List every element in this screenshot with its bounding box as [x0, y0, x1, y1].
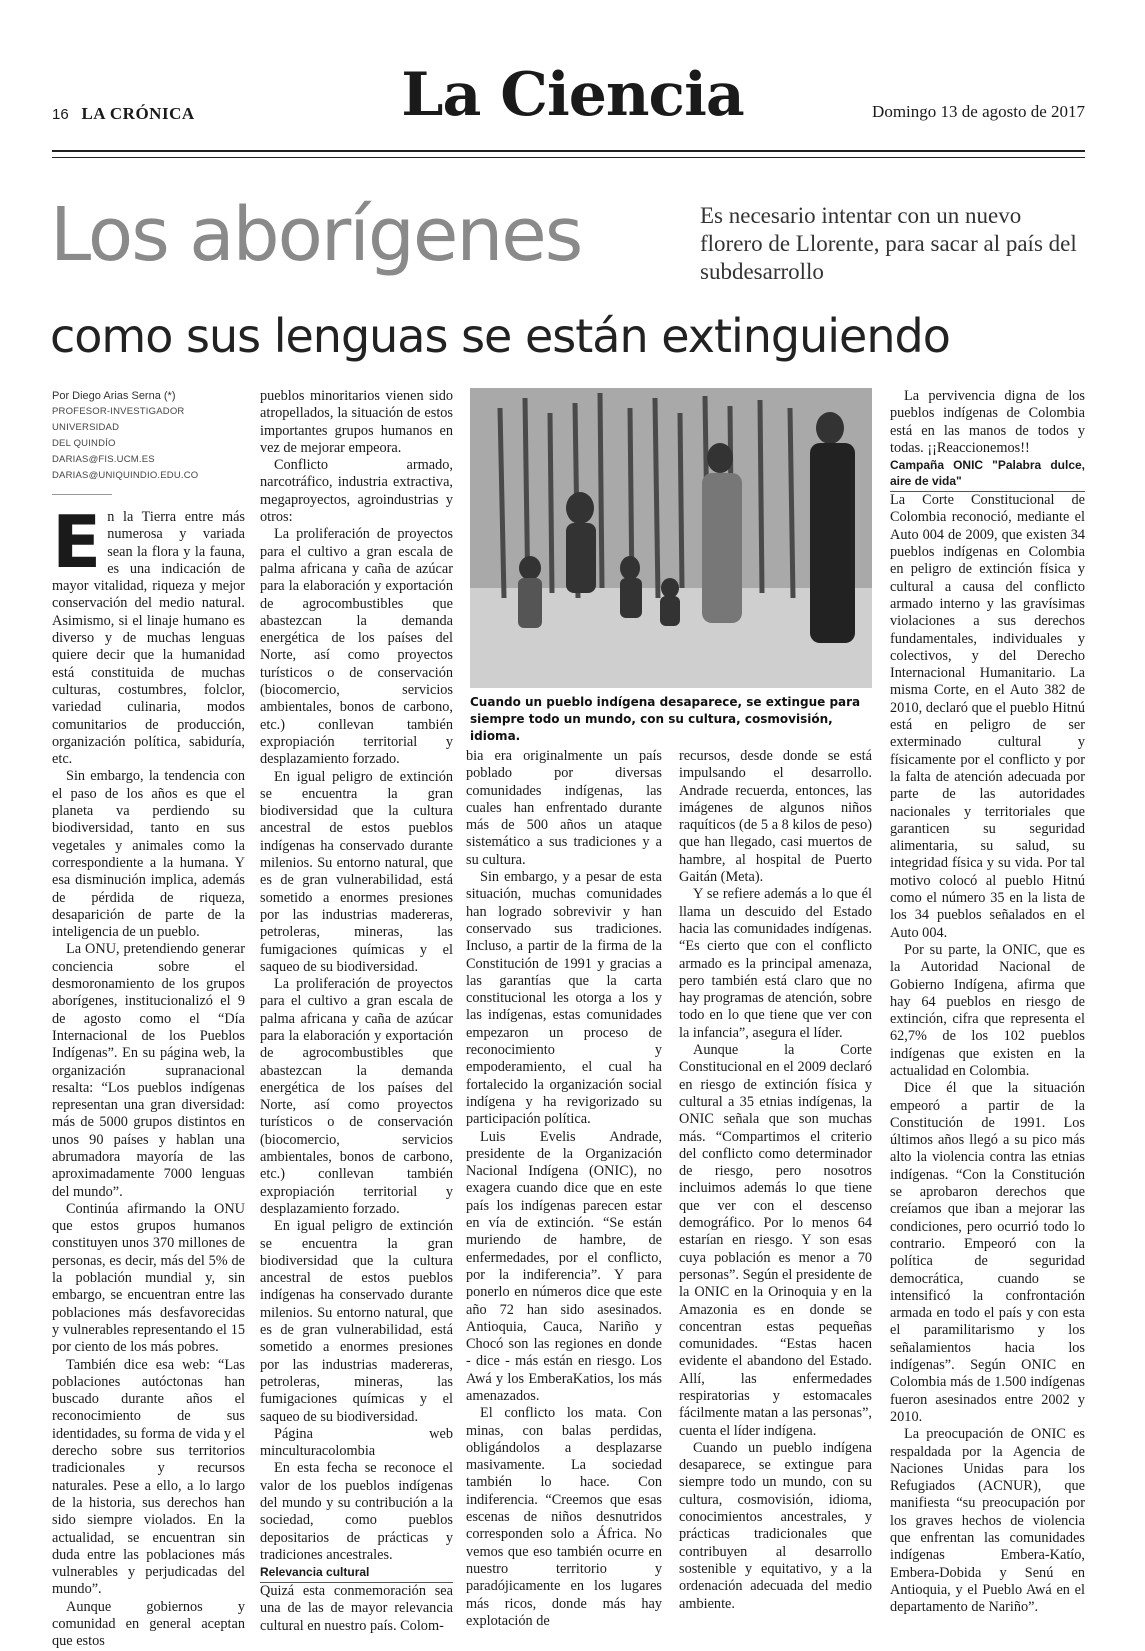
paragraph: Luis Evelis Andrade, presidente de la Organización Nacional Indígena (ONIC), no exagera cuando dice que en este país los indígenas parecen estar en vía de extinción. “Se están muriendo de hambre, de enfermedades, por el conflicto, por la indiferencia”. Y para ponerlo en números dice que este año 72 han sido asesinados. Antioquia, Cauca, Nariño y Chocó son las regiones en donde - dice - más están en riesgo. Los Awá y los EmberaKatios, los más amenazados.: [466, 1128, 662, 1404]
headline-line-2: como sus lenguas se están extinguiendo: [50, 309, 950, 363]
headline-line-1: Los aborígenes: [50, 192, 582, 278]
headline-deck: Es necesario intentar con un nuevo florero de Llorente, para sacar al país del subdesarrollo: [700, 203, 1077, 284]
byline-credit-2: DEL QUINDÍO: [52, 438, 116, 449]
subhead-relevancia: Relevancia cultural: [260, 1564, 453, 1583]
paragraph: bia era originalmente un país poblado por diversas comunidades indígenas, las cuales han enfrentado durante más de 500 años un ataque sistemático a sus tradiciones y a su cultura.: [466, 748, 662, 868]
paragraph: recursos, desde donde se está impulsando el desarrollo. Andrade recuerda, entonces, las imágenes de algunos niños raquíticos (de 5 a 8 kilos de peso) que han llegado, casi muertos de hambre, al hospital de Puerto Gaitán (Meta).: [679, 748, 872, 886]
paragraph: La proliferación de proyectos para el cultivo a gran escala de palma africana y caña de azúcar para la elaboración y exportación de agrocombustibles que abastezcan la demanda energética de los países del Norte, así como proyectos turísticos o de conservación (biocomercio, servicios ambientales, bonos de carbono, etc.) conllevan también expropiación territorial y desplazamiento forzado.: [260, 526, 453, 768]
article-column-3: [466, 748, 662, 1629]
paragraph: Continúa afirmando la ONU que estos grupos humanos constituyen unos 370 millones de personas, es decir, más del 5% de la población mundial y, sin embargo, se encuentran entre las poblaciones más desfavorecidas y vulnerables representando el 15 por ciento de los más pobres.: [52, 1200, 245, 1356]
article-column-4: [679, 748, 872, 1612]
byline-author: Por Diego Arias Serna (*): [52, 390, 176, 402]
paragraph: El conflicto los mata. Con minas, con balas perdidas, obligándolos a desplazarse masivamente. La sociedad también lo hace. Con indiferencia. “Creemos que esas escenas de niños desnutridos corresponden solo a África. No vemos que eso también ocurre en nuestro territorio y paradójicamente en los lugares más ricos, donde más hay explotación de: [466, 1405, 662, 1629]
paragraph: La preocupación de ONIC es respaldada por la Agencia de Naciones Unidas para los Refugiados (ACNUR), que manifiesta “su preocupación por los graves hechos de violencia que enfrentan las comunidades indígenas Embera-Katío, Embera-Dobida y Senú en Antioquia, y el Pueblo Awá en el departamento de Nariño”.: [890, 1426, 1085, 1616]
byline-email-2: DARIAS@UNIQUINDIO.EDU.CO: [52, 470, 199, 481]
masthead-left: [52, 104, 195, 124]
paragraph: La Corte Constitucional de Colombia reconoció, mediante el Auto 004 de 2009, que existen 34 pueblos indígenas en Colombia en peligro de extinción física y cultural a causa del conflicto armado interno y las gravísimas violaciones a sus derechos fundamentales, individuales y colectivos, y del Derecho Internacional Humanitario. La misma Corte, en el Auto 382 de 2010, declaró que el pueblo Hitnú está en peligro de ser exterminado cultural y físicamente por el conflicto y por la falta de atención adecuada por parte de las autoridades nacionales y territoriales que garanticen su seguridad alimentaria, su salud, su integridad física y su vida. Por tal motivo colocó al pueblo Hitnú como el número 35 en la lista de los 34 pueblos señalados en el Auto 004.: [890, 492, 1085, 941]
paragraph: Y se refiere además a lo que él llama un descuido del Estado hacia las comunidades indígenas. “Es cierto que con el conflicto armado es la principal amenaza, pero también está claro que no hay programas de atención, sobre todo en lo que tiene que ver con la infancia”, asegura el líder.: [679, 886, 872, 1041]
paragraph: Sin embargo, la tendencia con el paso de los años es que el planeta va perdiendo su biodiversidad, tanto en sus vegetales y animales como la correspondiente a la humana. Y esa disminución implica, además de pérdida de riqueza, desaparición de parte de la inteligencia de un pueblo.: [52, 768, 245, 941]
paragraph: Dice él que la situación empeoró a partir de la Constitución de 1991. Los últimos años llegó a su pico más alto la violencia contra las etnias indígenas. “Con la Constitución se aprobaron derechos que creíamos que iban a mejorar las condiciones, pero ocurrió todo lo contrario. Empeoró con la política de seguridad democrática, cuando se intensificó la confrontación armada en todo el país y con esta el paramilitarismo y los señalamientos hacia los indígenas”. Según ONIC en Colombia más de 1.500 indígenas fueron asesinados entre 2002 y 2010.: [890, 1080, 1085, 1425]
paragraph: En esta fecha se reconoce el valor de los pueblos indígenas del mundo y su contribución a la sociedad, como pueblos depositarios de prácticas y tradiciones ancestrales.: [260, 1460, 453, 1563]
paragraph: La pervivencia digna de los pueblos indígenas de Colombia está en las manos de todos y todas. ¡¡Reaccionemos!!: [890, 388, 1085, 456]
paragraph: En la Tierra entre más numerosa y variada sean la flora y la fauna, es una indicación de mayor vitalidad, riqueza y mejor conservación del medio natural. Asimismo, si el linaje humano es diverso y de muchas lenguas quiere decir que la humanidad está constituida de muchas culturas, costumbres, folclor, variedad culinaria, modos comunitarios de producción, organización política, sabiduría, etc.: [52, 500, 245, 768]
article-column-2: [260, 388, 453, 1634]
paragraph: Conflicto armado, narcotráfico, industria extractiva, megaproyectos, agroindustrias y otros:: [260, 457, 453, 526]
paragraph: Quizá esta conmemoración sea una de las de mayor relevancia cultural en nuestro país. Colom-: [260, 1583, 453, 1634]
subhead-campana: Campaña ONIC "Palabra dulce, aire de vida": [890, 457, 1085, 492]
page-number: 16: [52, 106, 69, 123]
paragraph: pueblos minoritarios vienen sido atropellados, la situación de estos importantes grupos humanos en vez de mejorar empeora.: [260, 388, 453, 456]
masthead-rule: [52, 150, 1085, 158]
publication-name: LA CRÓNICA: [81, 104, 195, 123]
drop-cap: E: [52, 500, 102, 584]
paragraph: Página web minculturacolombia: [260, 1425, 453, 1460]
paragraph: En igual peligro de extinción se encuentra la gran biodiversidad que la cultura ancestral de estos pueblos indígenas ha conservado durante milenios. Su entorno natural, que es de gran vulnerabilidad, está sometido a enormes presiones por las industrias madereras, petroleras, mineras, las fumigaciones químicas y el saqueo de su biodiversidad.: [260, 768, 453, 975]
byline-credit-1: PROFESOR-INVESTIGADOR UNIVERSIDAD: [52, 406, 185, 433]
paragraph: Aunque la Corte Constitucional en el 2009 declaró en riesgo de extinción física y cultural a 35 etnias indígenas, la ONIC señala que son muchas más. “Compartimos el criterio del conflicto como determinador de riesgo, pero nosotros incluimos además lo que tiene que ver con el descenso demográfico. Por lo menos 64 estarían en riesgo. Y son esas cuya población es menor a 70 personas”. Según el presidente de la ONIC en la Orinoquia y en la Amazonia es en donde se concentran estas pequeñas comunidades. “Estas hacen evidente el abandono del Estado. Allí, las enfermedades respiratorias y estomacales fácilmente matan a las personas”, cuenta el líder indígena.: [679, 1042, 872, 1439]
byline-separator: [52, 494, 112, 495]
paragraph: Sin embargo, y a pesar de esta situación, muchas comunidades han logrado sobrevivir y han conservado sus tradiciones. Incluso, a partir de la firma de la Constitución de 1991 y gracias a las garantías que la carta constitucional les otorga a los y las indígenas, estas comunidades empezaron un proceso de reconocimiento y empoderamiento, el cual ha fortalecido la organización social indígena y ha revigorizado su participación política.: [466, 869, 662, 1128]
paragraph: Cuando un pueblo indígena desaparece, se extingue para siempre todo un mundo, con su cultura, cosmovisión, idioma, conocimientos ancestrales, y prácticas tradicionales que contribuyen al desarrollo sostenible y equitativo, y a la ordenación adecuada del medio ambiente.: [679, 1439, 872, 1612]
section-title: La Ciencia: [401, 60, 744, 130]
paragraph: Aunque gobiernos y comunidad en general aceptan que estos: [52, 1598, 245, 1650]
paragraph: La ONU, pretendiendo generar conciencia sobre el desmoronamiento de los grupos aborígenes, institucionalizó el 9 de agosto como el “Día Internacional de los Pueblos Indígenas”. En su página web, la organización supranacional resalta: “Los pueblos indígenas representan una gran diversidad: más de 5000 grupos distintos en unos 90 países y hablan una abrumadora mayoría de las aproximadamente 7000 lenguas del mundo”.: [52, 941, 245, 1200]
issue-date: Domingo 13 de agosto de 2017: [872, 102, 1085, 121]
article-column-5: [890, 388, 1085, 1616]
paragraph: En igual peligro de extinción se encuentra la gran biodiversidad que la cultura ancestral de estos pueblos indígenas ha conservado durante milenios. Su entorno natural, que es de gran vulnerabilidad, está sometido a enormes presiones por las industrias madereras, petroleras, mineras, las fumigaciones químicas y el saqueo de su biodiversidad.: [260, 1218, 453, 1425]
paragraph: También dice esa web: “Las poblaciones autóctonas han buscado durante años el reconocimiento de sus identidades, su forma de vida y el derecho sobre sus territorios tradicionales y recursos naturales. Pese a ello, a lo largo de la historia, sus derechos han sido siempre violados. En la actualidad, se encuentran sin duda entre las poblaciones más vulnerables y perjudicadas del mundo”.: [52, 1356, 245, 1598]
byline-email-1: DARIAS@FIS.UCM.ES: [52, 454, 155, 465]
paragraph: Por su parte, la ONIC, que es la Autoridad Nacional de Gobierno Indígena, afirma que hay 64 pueblos en riesgo de extinción, cifra que representa el 62,7% de los 102 pueblos indígenas que existen en la actualidad en Colombia.: [890, 941, 1085, 1079]
photo-illustration: [470, 388, 872, 688]
paragraph: La proliferación de proyectos para el cultivo a gran escala de palma africana y caña de azúcar para la elaboración y exportación de agrocombustibles que abastezcan la demanda energética de los países del Norte, así como proyectos turísticos o de conservación (biocomercio, servicios ambientales, bonos de carbono, etc.) conllevan también expropiación territorial y desplazamiento forzado.: [260, 976, 453, 1217]
article-column-1: [52, 388, 245, 1650]
article-photo: [470, 388, 872, 688]
photo-caption: Cuando un pueblo indígena desaparece, se extingue para siempre todo un mundo, con su cultura, cosmovisión, idioma.: [470, 695, 861, 743]
